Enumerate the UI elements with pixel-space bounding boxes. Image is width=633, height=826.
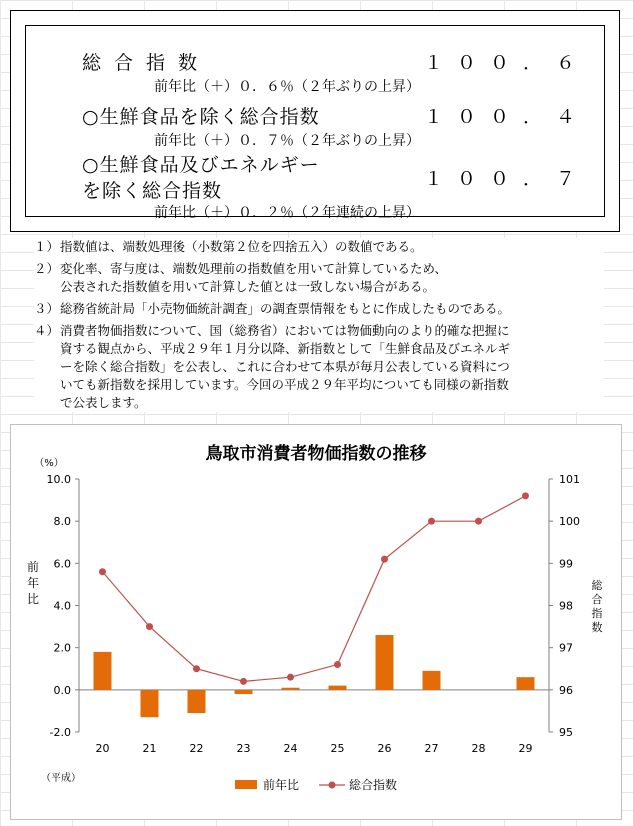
legend-line-label: 総合指数 xyxy=(349,778,398,792)
note-text: 消費者物価指数について、国（総務省）においては物価動向のより的確な把握に 資する観点から、平成２９年１月分以降、新指数として「生鮮食品及びエネルギ ーを除く総合指数」を公表し、これに合わせて本県が毎月公表している資料につ いても新指数を採用しています。今回の平成２９年平均についても同様の新指数 で公表します。 xyxy=(60,323,511,410)
x-tick-label: 27 xyxy=(424,742,439,755)
right-axis-label-char: 数 xyxy=(591,621,603,634)
chart-area xyxy=(10,424,622,820)
note-text: 変化率、寄与度は、端数処理前の指数値を用いて計算しているため、 公表された指数値を用いて計算した値とは一致しない場合がある。 xyxy=(60,261,448,294)
left-tick-label: -2.0 xyxy=(49,726,71,739)
bar xyxy=(423,671,441,690)
line-point xyxy=(522,492,529,499)
bar xyxy=(376,635,394,690)
right-tick-label: 97 xyxy=(559,641,573,655)
left-tick-label: 10.0 xyxy=(46,473,71,486)
line-series xyxy=(99,492,529,685)
left-axis-label xyxy=(27,560,39,606)
right-axis-label-char: 合 xyxy=(591,593,603,606)
line-point xyxy=(287,674,294,681)
right-axis-label-char: 総 xyxy=(591,579,603,592)
right-tick-label: 95 xyxy=(559,726,573,739)
bar xyxy=(517,677,535,690)
right-tick-label: 100 xyxy=(559,515,580,529)
note-number: ４） xyxy=(34,323,60,338)
right-axis-label-char: 指 xyxy=(591,607,603,620)
legend-bar-label: 前年比 xyxy=(263,778,300,792)
left-axis-unit: （%） xyxy=(34,458,64,469)
line-point xyxy=(99,568,106,575)
x-tick-label: 29 xyxy=(518,742,533,755)
summary-value-core-core: １００．７ xyxy=(424,168,590,190)
line-point xyxy=(240,678,247,685)
legend-line-marker xyxy=(329,782,336,789)
chart-svg xyxy=(11,425,621,819)
legend-bar-swatch xyxy=(235,780,257,789)
right-tick-label: 98 xyxy=(559,599,573,613)
summary-label-core: ○生鮮食品を除く総合指数 xyxy=(82,106,320,128)
note-text: 総務省統計局「小売物価統計調査」の調査票情報をもとに作成したものである。 xyxy=(60,301,511,316)
left-tick-label: 0.0 xyxy=(53,683,71,697)
line-point xyxy=(146,623,153,630)
chart-title: 鳥取市消費者物価指数の推移 xyxy=(205,444,427,464)
bar xyxy=(235,690,253,694)
bar-series xyxy=(94,635,535,717)
notes-list xyxy=(34,238,604,412)
summary-change-core: 前年比（＋）０．７％（２年ぶりの上昇） xyxy=(154,133,420,149)
line-point xyxy=(334,661,341,668)
left-tick-label: 2.0 xyxy=(53,641,71,655)
note-item xyxy=(34,300,604,318)
note-item xyxy=(34,322,604,412)
line-point xyxy=(475,518,482,525)
left-tick-label: 4.0 xyxy=(53,599,71,613)
x-tick-label: 28 xyxy=(471,742,486,755)
legend xyxy=(235,777,397,792)
x-tick-label: 20 xyxy=(95,742,110,755)
summary-label-core-core-2: を除く総合指数 xyxy=(82,180,223,202)
summary-value-total: １００．６ xyxy=(424,52,590,74)
summary-change-core-core: 前年比（＋）０．２％（２年連続の上昇） xyxy=(154,205,420,221)
line-path xyxy=(103,496,526,682)
left-tick-label: 6.0 xyxy=(53,557,71,571)
x-tick-label: 24 xyxy=(283,742,298,755)
line-point xyxy=(428,518,435,525)
bar xyxy=(329,686,347,690)
x-axis-unit: （平成） xyxy=(41,773,81,784)
right-tick-label: 96 xyxy=(559,683,573,697)
bar xyxy=(141,690,159,717)
summary-label-total: 総合指数 xyxy=(82,52,211,74)
summary-change-total: 前年比（＋）０．６％（２年ぶりの上昇） xyxy=(154,79,420,95)
right-tick-label: 99 xyxy=(559,557,573,571)
right-tick-label: 101 xyxy=(559,473,580,486)
x-tick-label: 25 xyxy=(330,742,345,755)
left-tick-label: 8.0 xyxy=(53,515,71,529)
left-axis-label-char: 年 xyxy=(26,576,40,590)
tick-labels xyxy=(47,473,581,755)
note-number: ２） xyxy=(34,261,60,276)
bar xyxy=(282,688,300,690)
bar xyxy=(94,652,112,690)
bar xyxy=(188,690,206,713)
summary-label-core-core-1: ○生鮮食品及びエネルギー xyxy=(82,154,320,176)
summary-box xyxy=(10,10,620,232)
note-number: ３） xyxy=(34,301,60,316)
summary-value-core: １００．４ xyxy=(424,106,590,128)
left-axis-label-char: 比 xyxy=(26,592,40,606)
line-point xyxy=(193,665,200,672)
summary-inner-frame xyxy=(25,25,605,221)
note-item xyxy=(34,260,604,296)
left-axis-label-char: 前 xyxy=(26,560,40,574)
note-text: 指数値は、端数処理後（小数第２位を四捨五入）の数値である。 xyxy=(60,239,423,254)
x-tick-label: 22 xyxy=(189,742,204,755)
right-axis-label xyxy=(592,579,604,634)
note-item xyxy=(34,238,604,256)
x-tick-label: 23 xyxy=(236,742,251,755)
note-number: １） xyxy=(34,239,60,254)
x-tick-label: 26 xyxy=(377,742,392,755)
x-tick-label: 21 xyxy=(142,742,157,755)
line-point xyxy=(381,556,388,563)
